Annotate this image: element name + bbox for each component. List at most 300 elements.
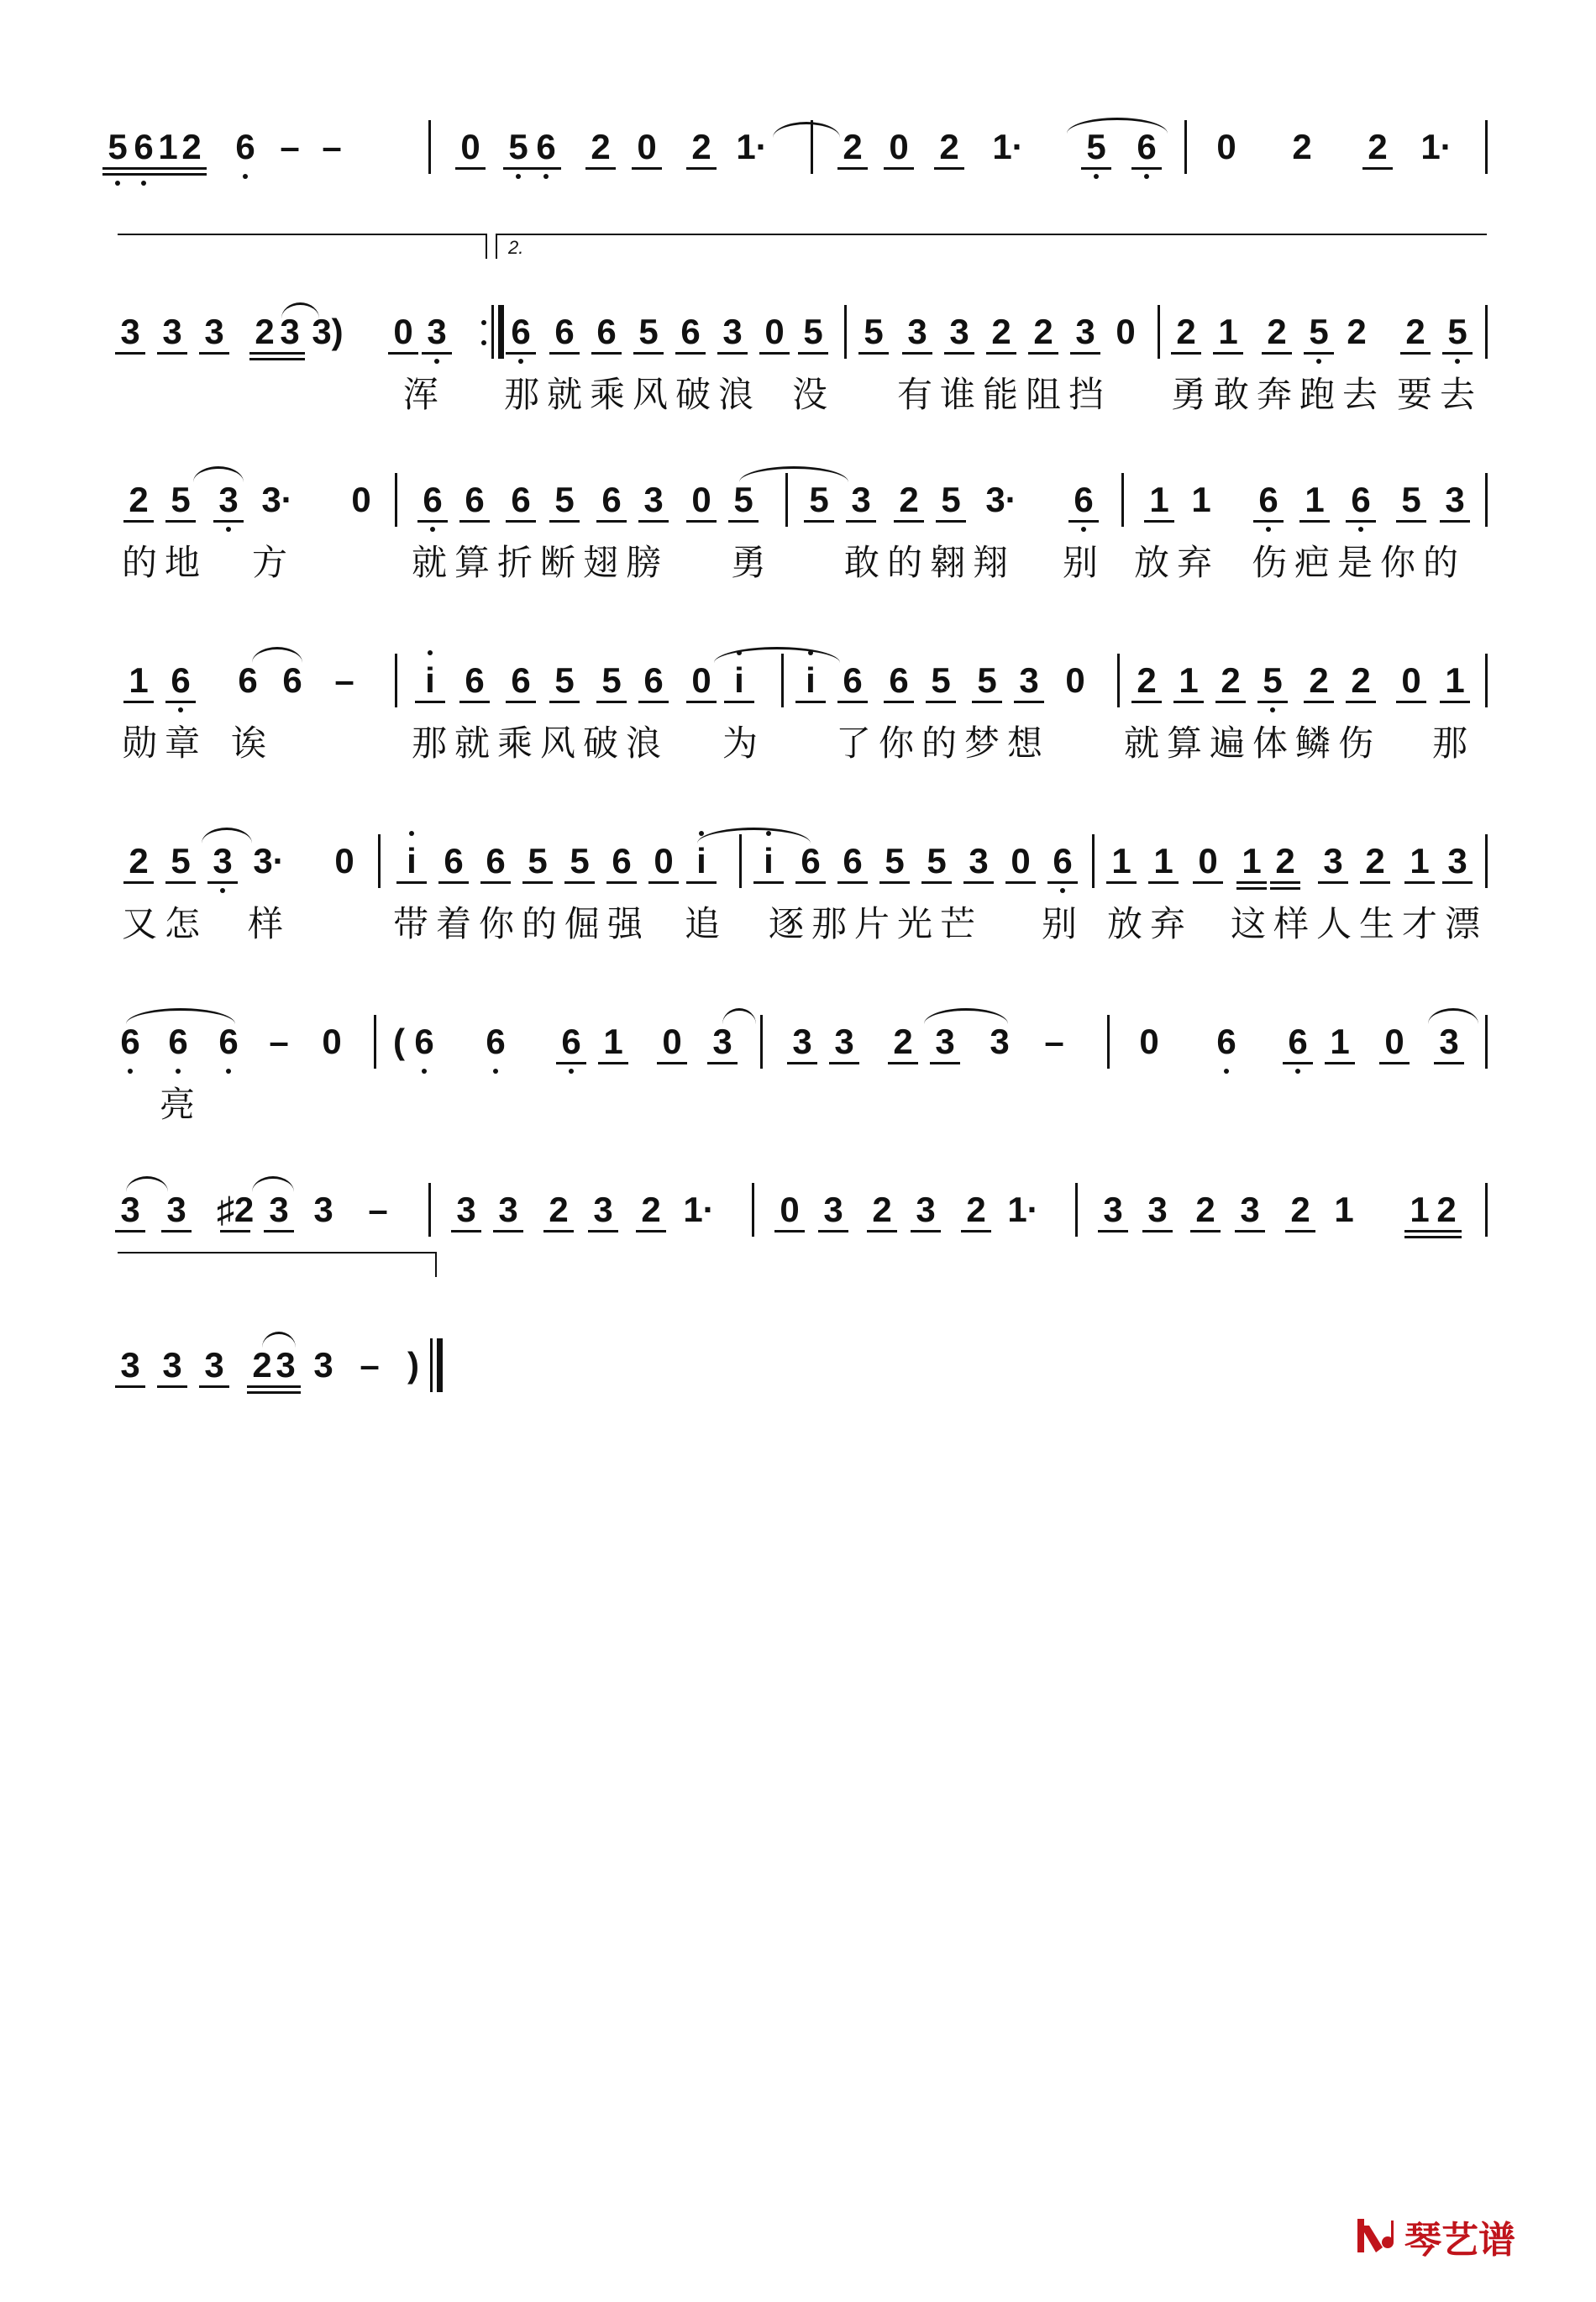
underline <box>879 881 910 884</box>
note: 6 <box>444 841 464 880</box>
underline <box>753 881 784 884</box>
underline <box>1440 520 1470 523</box>
lyric-text: 了你的梦想 <box>836 723 1051 764</box>
note: 2 <box>939 127 959 166</box>
lower-octave-dot <box>226 1069 231 1074</box>
note: 3 <box>269 1190 289 1229</box>
underline <box>707 1062 738 1064</box>
note: 1 <box>1330 1022 1350 1061</box>
underline <box>115 1230 145 1232</box>
note: ) <box>407 1345 419 1385</box>
underline <box>858 352 889 355</box>
underline <box>936 520 966 523</box>
underline <box>774 1230 805 1232</box>
lower-octave-dot <box>178 707 183 712</box>
lyric-text: 别 <box>1063 542 1106 583</box>
note: 5 <box>803 312 823 351</box>
underline <box>795 881 826 884</box>
underline <box>1068 520 1099 523</box>
repeat-barline <box>491 305 494 359</box>
lower-octave-dot <box>1144 174 1149 179</box>
note: 2 <box>255 312 275 351</box>
underline <box>1404 881 1435 884</box>
underline <box>1442 881 1473 884</box>
lower-octave-dot <box>518 359 523 364</box>
lower-octave-dot <box>543 174 549 179</box>
underline <box>455 167 486 170</box>
lyric-text: 放弃 <box>1107 903 1194 944</box>
note: 2 <box>1351 660 1371 700</box>
lyric-text: 没 <box>792 374 836 415</box>
lower-octave-dot <box>422 1069 427 1074</box>
lyric-text: 逐那片光芒 <box>769 903 984 944</box>
underline <box>1304 701 1334 703</box>
watermark-logo <box>1352 2210 1515 2263</box>
note: 6 <box>1288 1022 1308 1061</box>
note: 1 <box>158 127 178 166</box>
note: 6 <box>414 1022 434 1061</box>
note: 1 <box>1242 841 1262 880</box>
lower-octave-dot <box>115 181 120 186</box>
underline <box>1270 887 1300 890</box>
note: 3 <box>1019 660 1039 700</box>
underline <box>451 1230 481 1232</box>
note: 3 <box>276 1345 296 1385</box>
note: 5 <box>171 841 191 880</box>
barline <box>430 1338 433 1392</box>
slur-tie <box>193 466 244 482</box>
lower-octave-dot <box>176 1069 181 1074</box>
note: 6 <box>801 841 821 880</box>
note: 3 <box>120 1190 140 1229</box>
note: 2 <box>1368 127 1388 166</box>
note: 2 <box>843 127 863 166</box>
lower-octave-dot <box>1358 527 1363 532</box>
note: 1 <box>1191 480 1211 519</box>
note: – <box>360 1345 380 1385</box>
note: 1 <box>1153 841 1173 880</box>
note: 3 <box>313 1190 333 1229</box>
underline <box>1047 881 1078 884</box>
note: 0 <box>1384 1022 1404 1061</box>
note: 6 <box>643 660 664 700</box>
note: 5 <box>638 312 659 351</box>
underline <box>686 167 717 170</box>
underline <box>1213 352 1243 355</box>
note: 2 <box>966 1190 986 1229</box>
lower-octave-dot <box>1060 888 1065 893</box>
underline <box>1396 520 1426 523</box>
slur-tie <box>773 122 840 138</box>
note: 3 <box>949 312 969 351</box>
note: 6 <box>486 1022 506 1061</box>
barline <box>1485 473 1488 527</box>
barline <box>1107 1015 1110 1069</box>
lyric-text: 那 <box>1432 723 1476 764</box>
underline <box>1442 352 1473 355</box>
underline <box>636 1230 666 1232</box>
lyric-text: 追 <box>685 903 728 944</box>
note: 2 <box>1292 127 1312 166</box>
underline <box>728 520 759 523</box>
underline <box>1173 701 1204 703</box>
note: 3 <box>792 1022 812 1061</box>
underline <box>795 701 826 703</box>
note: 0 <box>691 660 711 700</box>
lyric-text: 带着你的倔强 <box>393 903 651 944</box>
slur-tie <box>126 1176 168 1192</box>
note: 0 <box>351 480 371 519</box>
note: 6 <box>554 312 575 351</box>
underline <box>1360 881 1390 884</box>
note: 5 <box>570 841 590 880</box>
slur-tie <box>202 828 252 844</box>
underline <box>1285 1230 1315 1232</box>
note: 3 <box>427 312 447 351</box>
barline <box>395 473 397 527</box>
underline <box>438 881 469 884</box>
underline <box>506 520 536 523</box>
underline <box>1235 1230 1265 1232</box>
note: – <box>1044 1022 1064 1061</box>
note: 3 <box>1240 1190 1260 1229</box>
slur-tie <box>252 1176 294 1192</box>
lower-octave-dot <box>1224 1069 1229 1074</box>
note: 3 <box>1447 841 1467 880</box>
underline <box>596 701 627 703</box>
note: ♯2 <box>216 1190 255 1229</box>
underline <box>926 701 956 703</box>
note: 3 <box>166 1190 186 1229</box>
barline <box>1117 654 1120 707</box>
note: 1· <box>1420 127 1452 166</box>
slur-tie <box>1428 1008 1478 1024</box>
note: 6 <box>1053 841 1073 880</box>
note: 5 <box>171 480 191 519</box>
note: 0 <box>637 127 657 166</box>
underline <box>199 1385 229 1388</box>
note: 2 <box>1195 1190 1215 1229</box>
note: 6 <box>1351 480 1371 519</box>
underline <box>585 167 616 170</box>
note: 2 <box>181 127 202 166</box>
note: 6 <box>465 480 485 519</box>
note: 0 <box>1401 660 1421 700</box>
underline <box>549 701 580 703</box>
note: 1 <box>1218 312 1238 351</box>
note: 6 <box>680 312 701 351</box>
underline <box>829 1062 859 1064</box>
note: 3 <box>593 1190 613 1229</box>
slur-tie <box>739 466 848 482</box>
watermark-text: 琴艺谱 <box>1404 2219 1515 2262</box>
barline <box>1121 473 1124 527</box>
underline <box>564 881 595 884</box>
note: 6 <box>511 660 531 700</box>
note: 6 <box>889 660 909 700</box>
lyric-text: 就算折断翅膀 <box>412 542 669 583</box>
underline <box>157 352 187 355</box>
note: 2 <box>899 480 919 519</box>
note: 5 <box>108 127 128 166</box>
note: 6 <box>235 127 255 166</box>
underline <box>632 167 662 170</box>
note: 1 <box>1111 841 1131 880</box>
note: 2 <box>1221 660 1241 700</box>
note: i <box>764 841 774 880</box>
underline <box>686 520 717 523</box>
staff-rule-end <box>435 1252 437 1277</box>
lyric-text: 又怎 <box>122 903 208 944</box>
note: 3 <box>722 312 743 351</box>
note: 1 <box>1149 480 1169 519</box>
underline <box>1431 1236 1462 1238</box>
underline <box>963 881 994 884</box>
underline <box>837 881 868 884</box>
note: 2 <box>1405 312 1425 351</box>
note: 3 <box>162 312 182 351</box>
underline <box>1404 1230 1435 1232</box>
note: 3 <box>834 1022 854 1061</box>
lower-octave-dot <box>434 359 439 364</box>
underline <box>123 520 154 523</box>
note: 6 <box>843 660 863 700</box>
underline <box>480 881 511 884</box>
underline <box>1440 701 1470 703</box>
note: 3 <box>907 312 927 351</box>
lower-octave-dot <box>1081 527 1086 532</box>
slur-tie <box>697 828 811 844</box>
lower-octave-dot <box>430 527 435 532</box>
underline <box>1362 167 1393 170</box>
note: 0 <box>334 841 354 880</box>
note: 3 <box>1147 1190 1168 1229</box>
note: 3 <box>990 1022 1010 1061</box>
lower-octave-dot <box>226 527 231 532</box>
underline <box>1236 881 1267 884</box>
underline <box>717 352 748 355</box>
note: 3 <box>1323 841 1343 880</box>
lyric-text: 放弃 <box>1134 542 1221 583</box>
slur-tie <box>924 1008 1008 1024</box>
upper-octave-dot <box>428 650 433 655</box>
note: 3· <box>261 480 293 519</box>
lyric-text: 那就乘风破浪 <box>412 723 669 764</box>
underline <box>1400 352 1431 355</box>
note: 0 <box>654 841 674 880</box>
note: 2 <box>1267 312 1287 351</box>
note: 2 <box>549 1190 569 1229</box>
lyric-text: 那就乘风破浪 <box>504 374 762 415</box>
underline <box>1193 881 1223 884</box>
barline <box>1485 120 1488 174</box>
note: 3· <box>985 480 1017 519</box>
note: 0 <box>1139 1022 1159 1061</box>
lower-octave-dot <box>1094 174 1099 179</box>
note: 2 <box>129 841 149 880</box>
underline <box>264 1230 294 1232</box>
underline <box>884 167 914 170</box>
underline <box>422 352 452 355</box>
underline <box>157 1385 187 1388</box>
underline <box>1236 887 1267 890</box>
music-note-logo-icon <box>1352 2214 1398 2259</box>
note: 6 <box>1216 1022 1236 1061</box>
barline <box>1075 1183 1078 1237</box>
note: 5 <box>885 841 905 880</box>
note: 2 <box>1176 312 1196 351</box>
note: 3 <box>712 1022 732 1061</box>
note: 2 <box>893 1022 913 1061</box>
underline <box>1190 1230 1221 1232</box>
note: 6 <box>120 1022 140 1061</box>
note: 3 <box>935 1022 955 1061</box>
lower-octave-dot <box>128 1069 133 1074</box>
note: 1 <box>1305 480 1325 519</box>
underline <box>930 1062 960 1064</box>
barline <box>378 834 381 888</box>
underline <box>207 881 238 884</box>
lower-octave-dot <box>243 174 248 179</box>
underline <box>543 1230 574 1232</box>
underline <box>1106 881 1137 884</box>
note: 2 <box>1436 1190 1457 1229</box>
slur-tie <box>722 1008 756 1024</box>
note: 5 <box>809 480 829 519</box>
underline <box>503 167 533 170</box>
note: 2 <box>1290 1190 1310 1229</box>
barline <box>844 305 847 359</box>
lyric-text: 勋章 <box>122 723 208 764</box>
note: – <box>368 1190 388 1229</box>
note: 2 <box>1347 312 1367 351</box>
note: 3 <box>313 1345 333 1385</box>
lyric-text: 勇敢奔跑去 <box>1171 374 1386 415</box>
underline <box>606 881 637 884</box>
note: 3 <box>120 1345 140 1385</box>
underline <box>549 352 580 355</box>
volta-bracket <box>496 234 1487 235</box>
note: 3 <box>204 312 224 351</box>
underline <box>986 352 1016 355</box>
underline <box>388 352 418 355</box>
underline <box>1215 701 1246 703</box>
note: 5 <box>1309 312 1329 351</box>
underline <box>1346 701 1376 703</box>
lyric-text: 这样人生才漂 <box>1231 903 1488 944</box>
underline <box>396 881 427 884</box>
note: 6 <box>282 660 302 700</box>
underline <box>686 881 717 884</box>
slur-tie <box>1067 118 1168 134</box>
underline <box>1171 352 1201 355</box>
staff-rule <box>118 234 487 235</box>
barline <box>1092 834 1095 888</box>
note: i <box>696 841 706 880</box>
underline <box>804 520 834 523</box>
lower-octave-dot <box>220 888 225 893</box>
underline <box>961 1230 991 1232</box>
note: 2 <box>691 127 711 166</box>
note: 5 <box>931 660 951 700</box>
note: – <box>334 660 354 700</box>
underline <box>270 1385 301 1388</box>
slur-tie <box>126 1008 235 1024</box>
note: 0 <box>1116 312 1136 351</box>
note: 6 <box>596 312 617 351</box>
note: ( <box>393 1022 405 1061</box>
note: 6 <box>612 841 632 880</box>
barline <box>1485 1015 1488 1069</box>
note: 6 <box>536 127 556 166</box>
note: i <box>806 660 816 700</box>
barline <box>428 1183 431 1237</box>
underline <box>921 881 952 884</box>
note: 6 <box>511 480 531 519</box>
note: 6 <box>134 127 154 166</box>
lower-octave-dot <box>493 1069 498 1074</box>
note: 3 <box>213 841 233 880</box>
underline <box>220 1230 250 1232</box>
repeat-dot <box>481 340 486 345</box>
underline <box>522 881 553 884</box>
barline <box>1158 305 1160 359</box>
barline <box>752 1183 754 1237</box>
note: 1 <box>603 1022 623 1061</box>
underline <box>115 1385 145 1388</box>
note: 0 <box>393 312 413 351</box>
underline <box>867 1230 897 1232</box>
underline <box>1148 881 1179 884</box>
underline <box>1270 881 1300 884</box>
underline <box>115 352 145 355</box>
note: 2 <box>872 1190 892 1229</box>
underline <box>1299 520 1330 523</box>
note: 0 <box>691 480 711 519</box>
underline <box>1404 1236 1435 1238</box>
underline <box>1098 1230 1128 1232</box>
note: – <box>322 127 342 166</box>
lyric-text: 样 <box>248 903 291 944</box>
lyric-text: 的地 <box>122 542 208 583</box>
note: 3 <box>456 1190 476 1229</box>
lyric-text: 要去 <box>1397 374 1483 415</box>
underline <box>123 701 154 703</box>
underline <box>1318 881 1348 884</box>
note: 3 <box>280 312 300 351</box>
note: 3 <box>1445 480 1465 519</box>
note: 5 <box>1401 480 1421 519</box>
underline <box>759 352 790 355</box>
underline <box>1434 1062 1464 1064</box>
barline <box>760 1015 763 1069</box>
underline <box>459 701 490 703</box>
barline <box>1485 654 1488 707</box>
underline <box>1081 167 1111 170</box>
note: 6 <box>1137 127 1157 166</box>
underline <box>798 352 828 355</box>
note: – <box>269 1022 289 1061</box>
underline <box>1028 352 1058 355</box>
underline <box>506 701 536 703</box>
underline <box>934 167 964 170</box>
lower-octave-dot <box>516 174 521 179</box>
underline <box>724 701 754 703</box>
underline <box>837 167 868 170</box>
underline <box>1131 167 1162 170</box>
underline <box>165 701 196 703</box>
note: 0 <box>889 127 909 166</box>
